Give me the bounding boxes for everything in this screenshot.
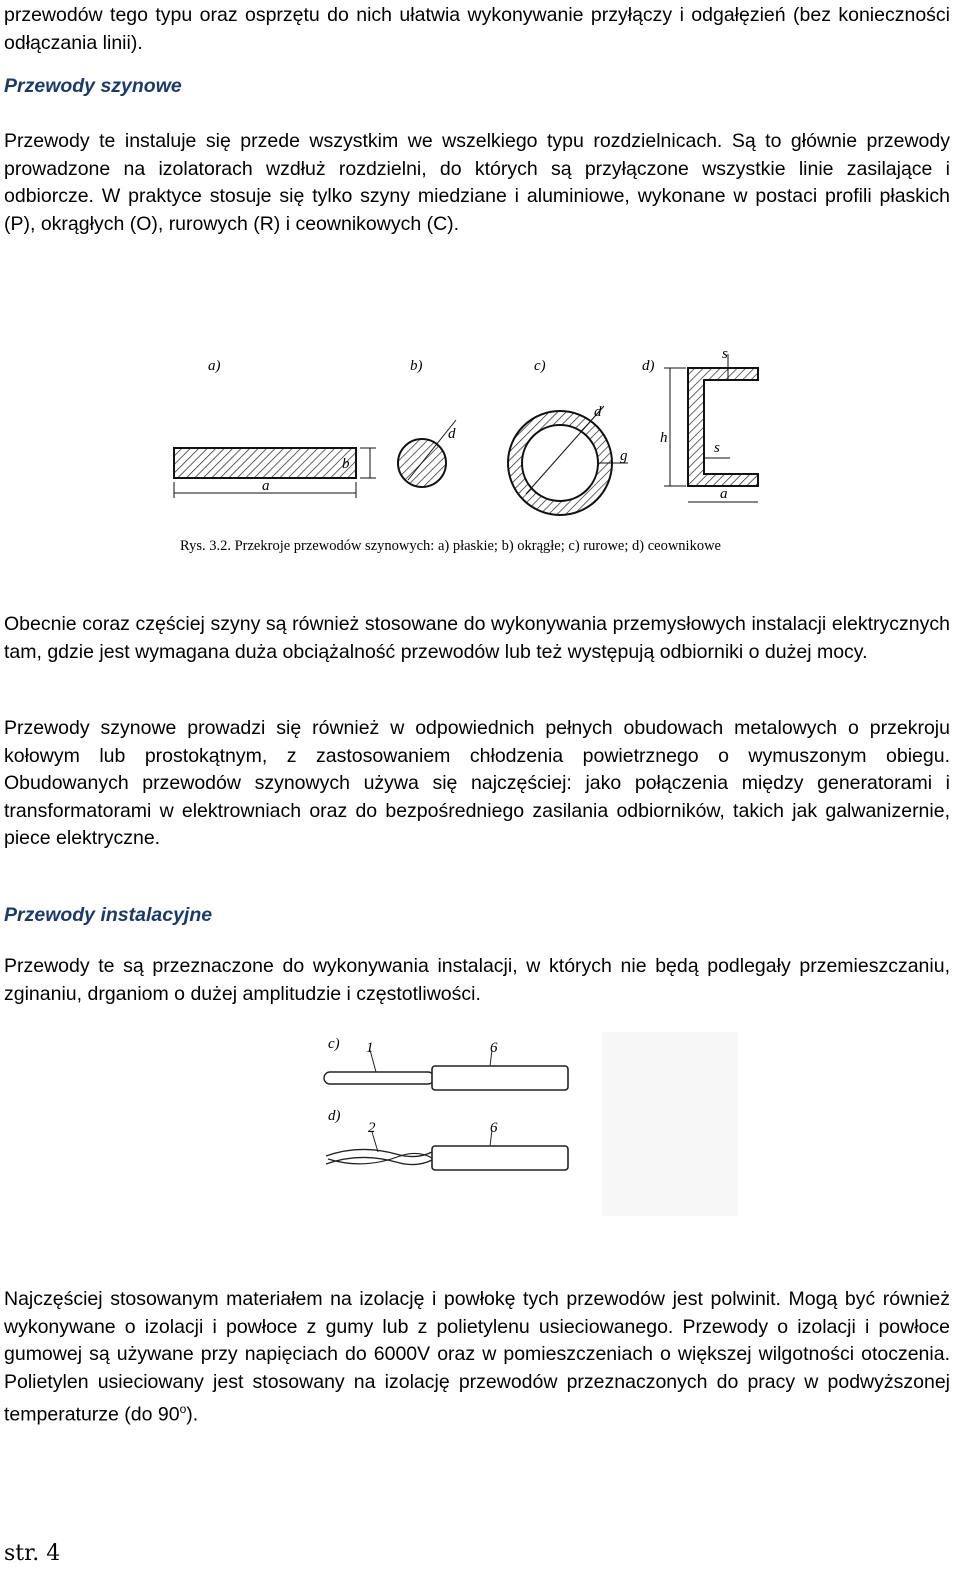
wire-d-num-2: 2 <box>368 1120 376 1136</box>
instalacyjne-paragraph-2 <box>4 1286 950 1429</box>
dim-s-top: s <box>722 346 728 362</box>
dim-a-flat: a <box>262 478 270 494</box>
heading-przewody-szynowe: Przewody szynowe <box>4 75 182 97</box>
wire-c-conductor <box>324 1072 434 1084</box>
wire-d-num-6: 6 <box>490 1120 498 1136</box>
instalacyjne-paragraph-1: Przewody te są przeznaczone do wykonywania instalacji, w których nie będą podlegały przemieszczaniu, zginaniu, drganiom o dużej amplitudzie i częstotliwości. <box>4 955 950 1005</box>
dim-g-tube: g <box>620 448 628 464</box>
blank-image-panel <box>602 1032 738 1216</box>
wire-c-insulation <box>432 1066 568 1090</box>
intro-paragraph: przewodów tego typu oraz osprzętu do nich ułatwia wykonywanie przyłączy i odgałęzień (bez konieczności odłączania linii). <box>4 4 950 54</box>
installation-wires-drawing <box>320 1028 740 1218</box>
dim-d-round: d <box>448 426 456 442</box>
szynowe-paragraph-2: Obecnie coraz częściej szyny są również stosowane do wykonywania przemysłowych instalacji elektrycznych tam, gdzie jest wymagana duża obciążalność przewodów lub też występują odbiorniki o dużej mocy. <box>4 613 950 663</box>
degree-superscript: o <box>179 1402 187 1416</box>
figure-installation-wires <box>320 1028 740 1218</box>
instalacyjne-paragraph-2-end: ). <box>186 1403 199 1426</box>
dim-d-tube: d <box>594 404 602 420</box>
page-number: str. 4 <box>4 1541 61 1566</box>
figure-caption: Rys. 3.2. Przekroje przewodów szynowych: a) płaskie; b) okrągłe; c) rurowe; d) ceownikowe <box>180 538 721 554</box>
busbar-cross-sections-drawing <box>130 330 790 590</box>
dim-b-flat: b <box>342 456 350 472</box>
dim-h-channel: h <box>660 430 668 446</box>
szynowe-paragraph-3: Przewody szynowe prowadzi się również w odpowiednich pełnych obudowach metalowych o przekroju kołowym lub prostokątnym, z zastosowaniem chłodzenia powietrznego o wymuszonym obiegu. Obudowanych przewodów szynowych używa się najczęściej: jako połączenia między generatorami i transformatorami w elektrowniach oraz do bezpośredniego zasilania odbiorników, takich jak galwanizernie, piece elektryczne. <box>4 717 950 849</box>
instalacyjne-paragraph-2-text: Najczęściej stosowanym materiałem na izolację i powłokę tych przewodów jest polwinit. Mogą być również wykonywane o izolacji i powłoce z gumy lub z polietylenu usieciowanego. Przewody o izolacji i powłoce gumowej są używane przy napięciach do 6000V oraz w pomieszczeniach o większej wilgotności otoczenia. Polietylen usieciowany jest stosowany na izolację przewodów przeznaczonych do pracy w podwyższonej temperaturze (do 90 <box>4 1288 950 1426</box>
dim-a-channel: a <box>720 486 728 502</box>
flat-busbar-section <box>174 448 356 478</box>
wire-c-num-1: 1 <box>366 1040 374 1056</box>
heading-przewody-instalacyjne: Przewody instalacyjne <box>4 904 213 926</box>
wire-c-num-6: 6 <box>490 1040 498 1056</box>
figure-busbar-cross-sections <box>130 330 790 590</box>
wire-d-insulation <box>432 1146 568 1170</box>
dim-s-web: s <box>714 440 720 456</box>
channel-busbar-section <box>688 368 758 486</box>
wire-label-c: c) <box>328 1036 340 1052</box>
wire-label-d: d) <box>328 1108 341 1124</box>
label-c: c) <box>534 358 546 374</box>
szynowe-paragraph-1: Przewody te instaluje się przede wszystkim we wszelkiego typu rozdzielnicach. Są to głównie przewody prowadzone na izolatorach wzdłuż rozdzielni, do których są przyłączone wszystkie linie zasilające i odbiorcze. W praktyce stosuje się tylko szyny miedziane i aluminiowe, wykonane w postaci profili płaskich (P), okrągłych (O), rurowych (R) i ceownikowych (C). <box>4 130 950 235</box>
label-d: d) <box>642 358 655 374</box>
label-a: a) <box>208 358 221 374</box>
label-b: b) <box>410 358 423 374</box>
